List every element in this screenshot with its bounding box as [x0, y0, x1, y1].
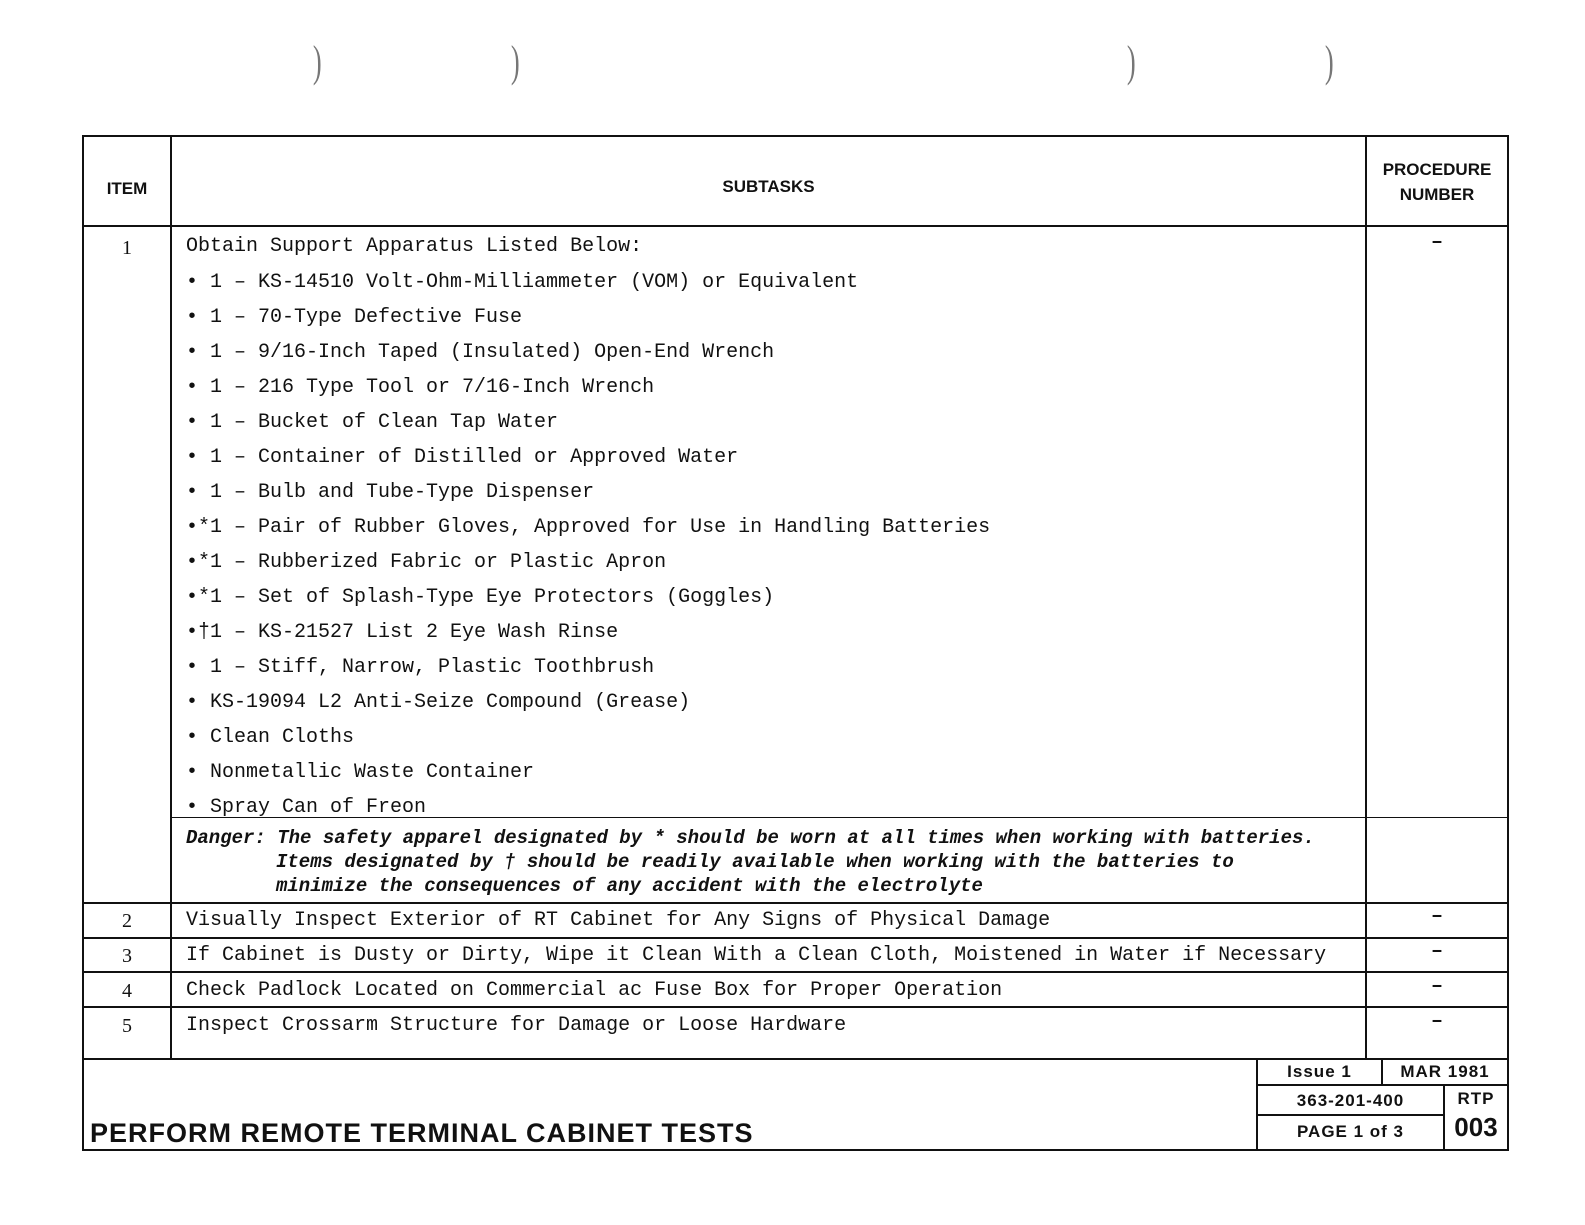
binder-mark: ): [312, 37, 322, 86]
header-rule: [84, 225, 1507, 227]
issue-number: Issue 1: [1287, 1062, 1352, 1081]
id-block-rule: [1256, 1114, 1443, 1116]
danger-line: minimize the consequences of any accident with the electrolyte: [276, 875, 983, 897]
procedure-number: –: [1430, 975, 1443, 998]
procedure-header: [1367, 157, 1507, 207]
procedure-code: 003: [1454, 1112, 1498, 1142]
procedure-number: –: [1430, 231, 1443, 254]
item-header: ITEM: [106, 179, 148, 198]
list-item: • 1 – 70-Type Defective Fuse: [186, 306, 523, 329]
subtask-text: Inspect Crossarm Structure for Damage or Loose Hardware: [186, 1014, 847, 1037]
id-block: [1256, 1058, 1507, 1149]
list-item: • 1 – Bulb and Tube-Type Dispenser: [186, 481, 595, 504]
subtask-text: Visually Inspect Exterior of RT Cabinet for Any Signs of Physical Damage: [186, 909, 1051, 932]
list-item: • 1 – Container of Distilled or Approved Water: [186, 446, 739, 469]
danger-line: Danger: The safety apparel designated by * should be worn at all times when working with batteries.: [186, 827, 1315, 849]
document-number: 363-201-400: [1296, 1091, 1405, 1110]
subtask-text: If Cabinet is Dusty or Dirty, Wipe it Clean With a Clean Cloth, Moistened in Water if Necessary: [186, 944, 1327, 967]
list-item: • Nonmetallic Waste Container: [186, 761, 535, 784]
list-item: •*1 – Rubberized Fabric or Plastic Apron: [186, 551, 667, 574]
subtasks-header: SUBTASKS: [722, 177, 815, 196]
procedure-table: [82, 135, 1509, 1151]
apparatus-list: [186, 265, 990, 825]
binder-mark: ): [1324, 37, 1334, 86]
procedure-header-line1: PROCEDURE: [1382, 160, 1492, 179]
binder-mark: ): [510, 37, 520, 86]
danger-line: Items designated by † should be readily available when working with the batteries to: [276, 851, 1234, 873]
list-item: • 1 – Bucket of Clean Tap Water: [186, 411, 559, 434]
list-item: •*1 – Set of Splash-Type Eye Protectors (Goggles): [186, 586, 775, 609]
item-number: 4: [122, 980, 132, 1002]
danger-note: [186, 826, 1315, 898]
list-item: • 1 – KS-14510 Volt-Ohm-Milliammeter (VOM) or Equivalent: [186, 271, 859, 294]
procedure-number: –: [1430, 905, 1443, 928]
procedure-header-line2: NUMBER: [1399, 185, 1475, 204]
item-number: 2: [122, 910, 132, 932]
subtask-heading: Obtain Support Apparatus Listed Below:: [186, 235, 643, 258]
subtask-text: Check Padlock Located on Commercial ac Fuse Box for Proper Operation: [186, 979, 1003, 1002]
procedure-number: –: [1430, 940, 1443, 963]
list-item: • Spray Can of Freon: [186, 796, 427, 819]
item-number: 1: [122, 237, 132, 259]
page-number: PAGE 1 of 3: [1296, 1122, 1405, 1141]
list-item: • 1 – 9/16-Inch Taped (Insulated) Open-End Wrench: [186, 341, 775, 364]
list-item: •*1 – Pair of Rubber Gloves, Approved for Use in Handling Batteries: [186, 516, 991, 539]
binder-mark: ): [1126, 37, 1136, 86]
list-item: • Clean Cloths: [186, 726, 355, 749]
document-type: RTP: [1457, 1089, 1495, 1108]
procedure-number: –: [1430, 1010, 1443, 1033]
item-number: 5: [122, 1015, 132, 1037]
list-item: •†1 – KS-21527 List 2 Eye Wash Rinse: [186, 621, 619, 644]
id-block-rule: [1256, 1084, 1507, 1086]
list-item: • KS-19094 L2 Anti-Seize Compound (Grease): [186, 691, 691, 714]
item-column-rule: [170, 137, 172, 1060]
item-number: 3: [122, 945, 132, 967]
issue-date: MAR 1981: [1400, 1062, 1490, 1081]
list-item: • 1 – Stiff, Narrow, Plastic Toothbrush: [186, 656, 655, 679]
list-item: • 1 – 216 Type Tool or 7/16-Inch Wrench: [186, 376, 655, 399]
page-title: PERFORM REMOTE TERMINAL CABINET TESTS: [90, 1118, 754, 1148]
